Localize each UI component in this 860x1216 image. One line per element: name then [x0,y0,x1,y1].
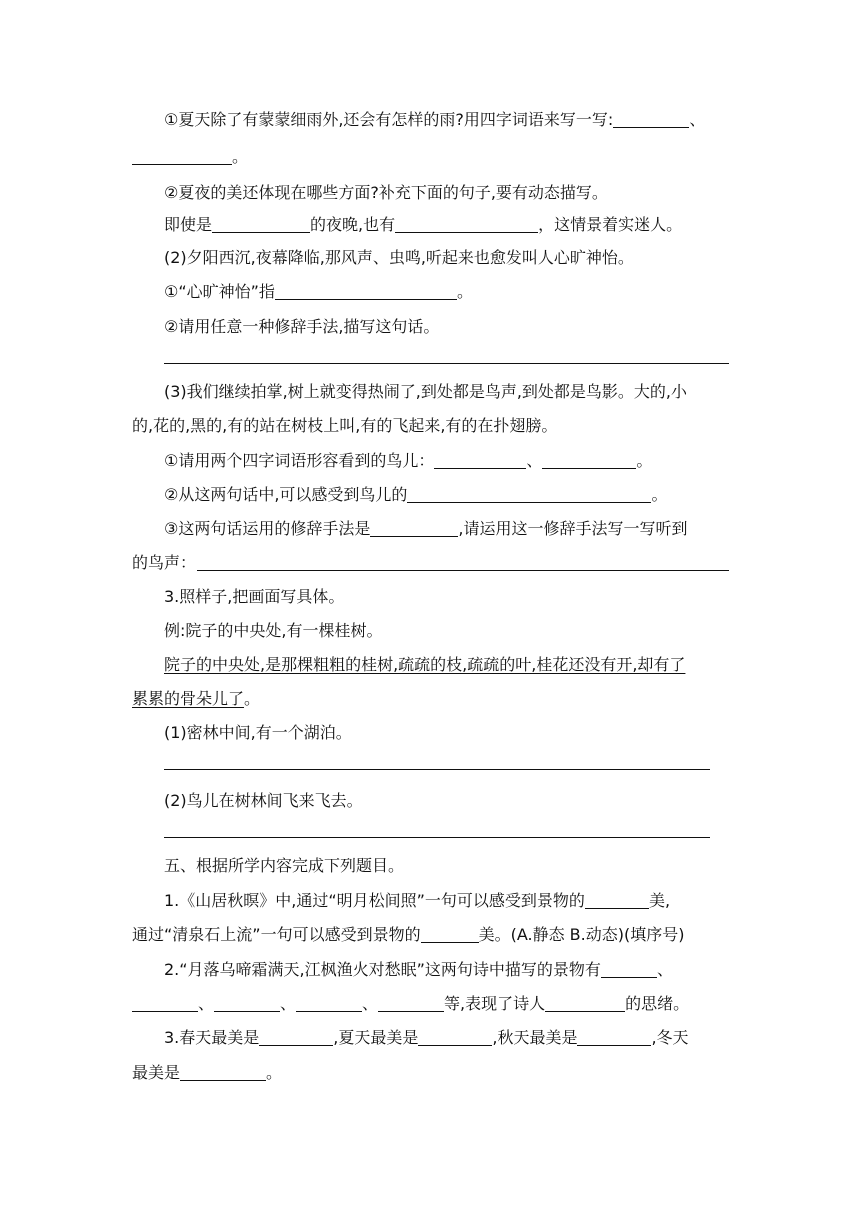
q5-2-cont: 、 、 、 等,表现了诗人 的思绪。 [132,994,689,1014]
answer-line[interactable] [197,570,729,571]
answer-blank[interactable] [421,926,479,943]
answer-line[interactable] [164,769,710,770]
answer-blank[interactable] [370,520,458,537]
q-lake: (1)密林中间,有一个湖泊。 [164,723,352,742]
q5-3-cont: 最美是 。 [132,1063,283,1082]
q-rhetoric-describe: ②请用任意一种修辞手法,描写这句话。 [164,317,440,336]
q-bird-feeling: ②从这两句话中,可以感受到鸟儿的 。 [164,485,668,504]
answer-blank[interactable] [132,148,232,165]
q3-birds: (3)我们继续拍掌,树上就变得热闹了,到处都是鸟声,到处都是鸟影。大的,小 [164,382,688,401]
answer-blank[interactable] [296,995,362,1012]
q5-1: 1.《山居秋暝》中,通过“明月松间照”一句可以感受到景物的 美, [164,891,671,910]
answer-blank[interactable] [180,1064,266,1081]
q-rhetoric-used: ③这两句话运用的修辞手法是 ,请运用这一修辞手法写一写听到 [164,519,688,538]
answer-blank[interactable] [434,452,526,469]
answer-blank[interactable] [545,995,625,1012]
q-idiom-meaning: ①“心旷神怡”指 。 [164,282,473,301]
q5-2: 2.“月落乌啼霜满天,江枫渔火对愁眠”这两句诗中描写的景物有 、 [164,960,673,979]
answer-blank[interactable] [395,216,538,233]
answer-blank[interactable] [275,283,457,300]
answer-blank[interactable] [212,216,310,233]
answer-blank[interactable] [613,111,689,128]
example-answer: 院子的中央处,是那棵粗粗的桂树,疏疏的枝,疏疏的叶,桂花还没有开,却有了 [164,655,686,674]
answer-blank[interactable] [601,961,657,978]
q-summer-rain: ①夏天除了有蒙蒙细雨外,还会有怎样的雨?用四字词语来写一写: 、 [164,110,706,129]
answer-blank[interactable] [259,1029,333,1046]
example-sentence: 例:院子的中央处,有一棵桂树。 [164,621,383,640]
answer-blank[interactable] [542,452,636,469]
section-3-title: 3.照样子,把画面写具体。 [164,587,345,606]
q-summer-night-fill: 即使是 的夜晚,也有 ，这情景着实迷人。 [164,215,683,234]
answer-line[interactable] [164,837,710,838]
q-summer-rain-cont: 。 [132,147,248,167]
section-5-title: 五、根据所学内容完成下列题目。 [164,856,405,875]
q-summer-night: ②夏夜的美还体现在哪些方面?补充下面的句子,要有动态描写。 [164,183,608,202]
answer-blank[interactable] [214,995,280,1012]
answer-blank[interactable] [577,1029,651,1046]
answer-blank[interactable] [585,892,649,909]
example-answer-cont: 累累的骨朵儿了。 [132,689,261,708]
q5-1-cont: 通过“清泉石上流”一句可以感受到景物的 美。(A.静态 B.动态)(填序号) [132,925,685,944]
q-bird-sound: 的鸟声： [132,553,197,572]
answer-blank[interactable] [407,486,651,503]
answer-line[interactable] [164,363,729,364]
q-birds-flying: (2)鸟儿在树林间飞来飞去。 [164,791,363,810]
q-bird-idioms: ①请用两个四字词语形容看到的鸟儿： 、 。 [164,451,653,470]
q3-birds-cont: 的,花的,黑的,有的站在树枝上叫,有的飞起来,有的在扑翅膀。 [132,416,558,435]
q5-3: 3.春天最美是 ,夏天最美是 ,秋天最美是 ,冬天 [164,1028,689,1047]
answer-blank[interactable] [378,995,444,1012]
answer-blank[interactable] [132,995,198,1012]
q2-sunset: (2)夕阳西沉,夜幕降临,那风声、虫鸣,听起来也愈发叫人心旷神怡。 [164,248,634,267]
answer-blank[interactable] [418,1029,492,1046]
